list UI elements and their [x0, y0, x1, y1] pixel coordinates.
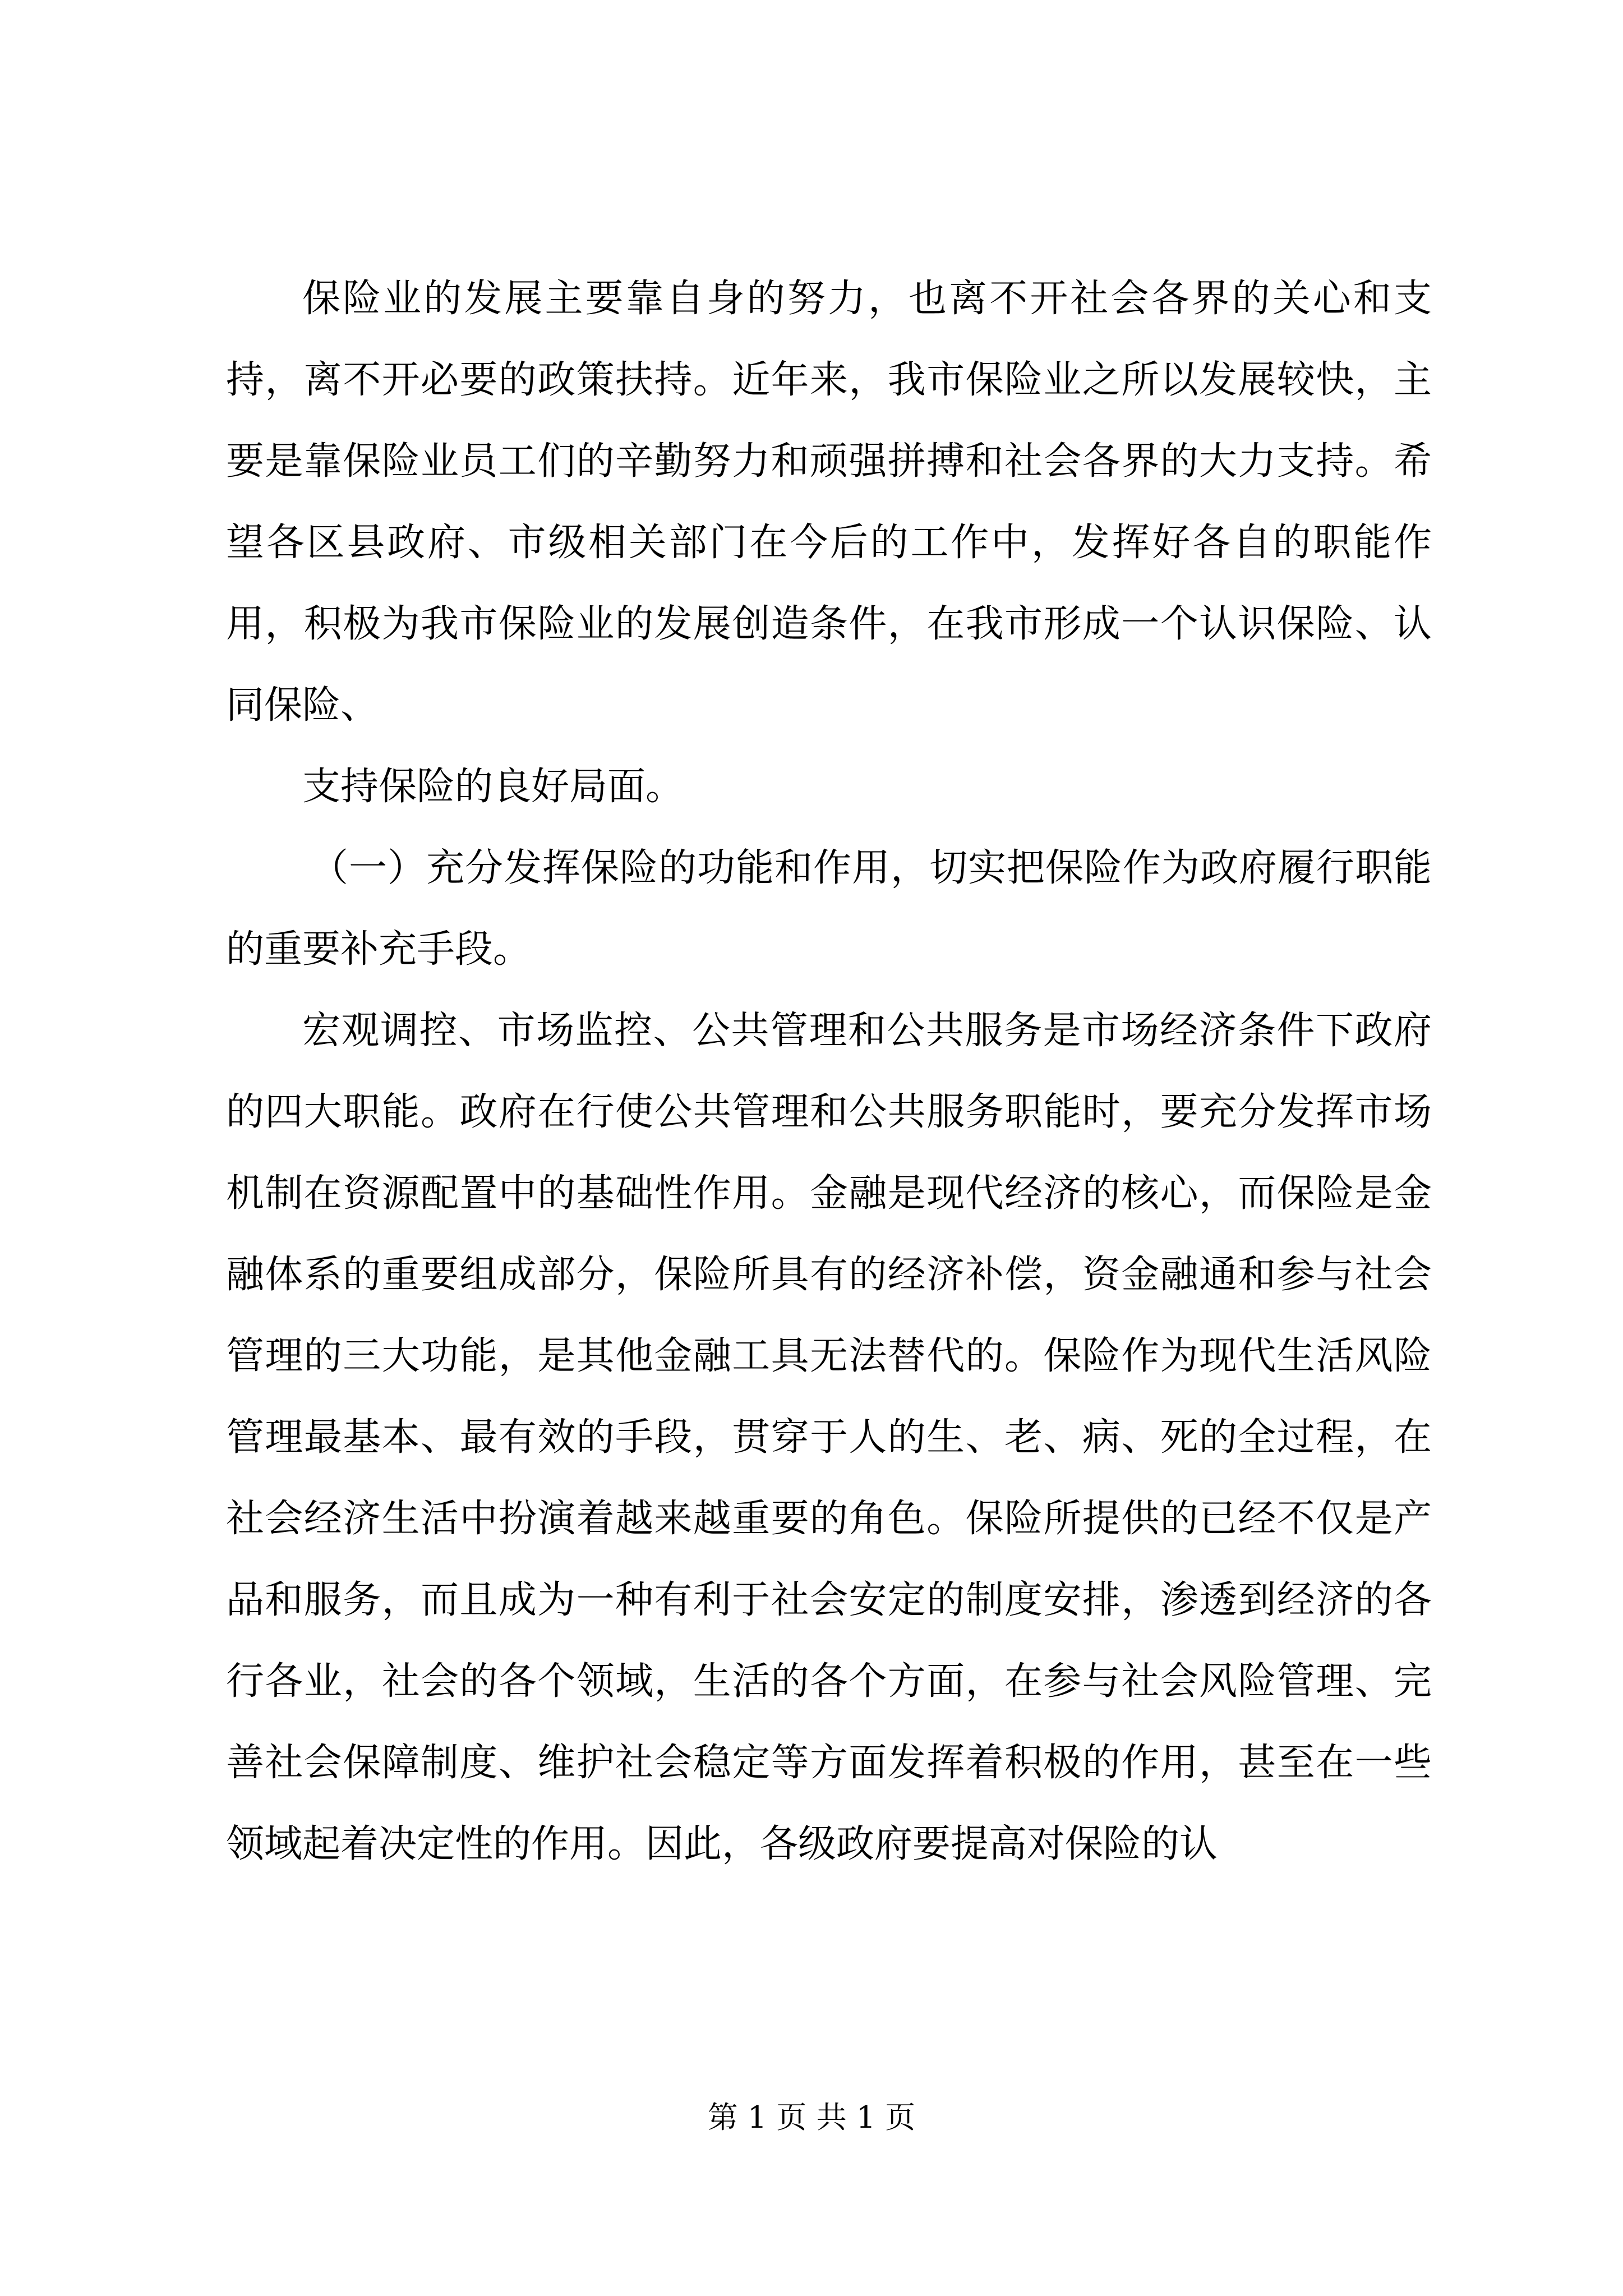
paragraph: 宏观调控、市场监控、公共管理和公共服务是市场经济条件下政府的四大职能。政府在行使公共管理和公共服务职能时，要充分发挥市场机制在资源配置中的基础性作用。金融是现代经济的核心，而保险是金融体系的重要组成部分，保险所具有的经济补偿，资金融通和参与社会管理的三大功能，是其他金融工具无法替代的。保险作为现代生活风险管理最基本、最有效的手段，贯穿于人的生、老、病、死的全过程，在社会经济生活中扮演着越来越重要的角色。保险所提供的已经不仅是产品和服务，而且成为一种有利于社会安定的制度安排，渗透到经济的各行各业，社会的各个领域，生活的各个方面，在参与社会风险管理、完善社会保障制度、维护社会稳定等方面发挥着积极的作用，甚至在一些领域起着决定性的作用。因此，各级政府要提高对保险的认 [226, 1009, 1432, 1866]
paragraph: 支持保险的良好局面。 [302, 765, 684, 809]
document-body [226, 258, 1432, 1885]
section-heading: （一）充分发挥保险的功能和作用，切实把保险作为政府履行职能的重要补充手段。 [226, 846, 1432, 972]
paragraph: 保险业的发展主要靠自身的努力，也离不开社会各界的关心和支持，离不开必要的政策扶持。近年来，我市保险业之所以发展较快，主要是靠保险业员工们的辛勤努力和顽强拼搏和社会各界的大力支持。希望各区县政府、市级相关部门在今后的工作中，发挥好各自的职能作用，积极为我市保险业的发展创造条件，在我市形成一个认识保险、认同保险、 [226, 277, 1432, 728]
page-footer: 第 1 页 共 1 页 [707, 2100, 916, 2135]
